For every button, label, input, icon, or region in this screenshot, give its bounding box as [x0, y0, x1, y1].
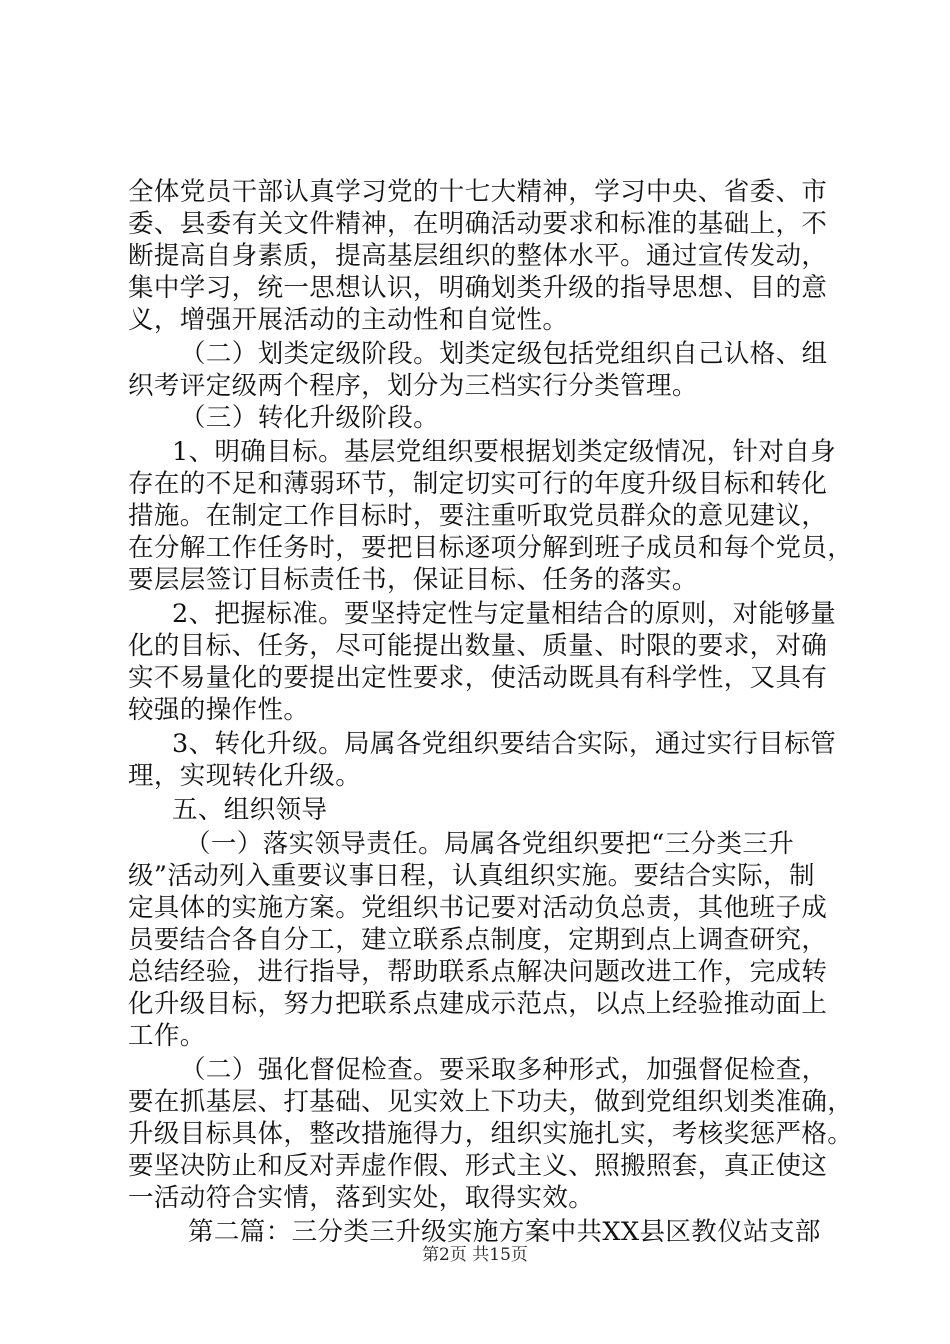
text-line: 要坚决防止和反对弄虚作假、形式主义、照搬照套，真正使这 [128, 1151, 828, 1181]
text-line: （一）落实领导责任。局属各党组织要把“三分类三升 [185, 829, 795, 859]
text-line: （三）转化升级阶段。 [180, 403, 440, 433]
text-line: 级”活动列入重要议事日程，认真组织实施。要结合实际，制 [128, 861, 815, 891]
text-line: 2、把握标准。要坚持定性与定量相结合的原则，对能够量 [172, 599, 837, 629]
text-line: 全体党员干部认真学习党的十七大精神，学习中央、省委、市 [128, 177, 828, 207]
text-line: 在分解工作任务时，要把目标逐项分解到班子成员和每个党员， [128, 533, 854, 563]
text-line: 一活动符合实情，落到实处，取得实效。 [128, 1183, 595, 1213]
text-line: （二）强化督促检查。要采取多种形式，加强督促检查， [180, 1055, 828, 1085]
text-line: 断提高自身素质，提高基层组织的整体水平。通过宣传发动， [128, 241, 828, 271]
text-line: 理，实现转化升级。 [128, 761, 362, 791]
text-line: 化的目标、任务，尽可能提出数量、质量、时限的要求，对确 [128, 631, 828, 661]
text-line: 织考评定级两个程序，划分为三档实行分类管理。 [128, 371, 698, 401]
text-line: 实不易量化的要提出定性要求，使活动既具有科学性，又具有 [128, 663, 828, 693]
text-line: 1、明确目标。基层党组织要根据划类定级情况，针对自身 [172, 437, 837, 467]
text-line: 集中学习，统一思想认识，明确划类升级的指导思想、目的意 [128, 273, 828, 303]
text-line: 定具体的实施方案。党组织书记要对活动负总责，其他班子成 [128, 893, 828, 923]
text-line: 3、转化升级。局属各党组织要结合实际，通过实行目标管 [172, 729, 837, 759]
text-line: 义，增强开展活动的主动性和自觉性。 [128, 305, 569, 335]
text-line: 化升级目标，努力把联系点建成示范点，以点上经验推动面上 [128, 989, 828, 1019]
text-line: 工作。 [128, 1021, 206, 1051]
next-section-title: 第二篇：三分类三升级实施方案中共XX县区教仪站支部 [188, 1217, 821, 1247]
text-line: 员要结合各自分工，建立联系点制度，定期到点上调查研究， [128, 925, 828, 955]
page-number: 第2页 共15页 [422, 1245, 528, 1265]
text-line: （二）划类定级阶段。划类定级包括党组织自己认格、组 [180, 339, 828, 369]
text-line: 总结经验，进行指导，帮助联系点解决问题改进工作，完成转 [128, 957, 828, 987]
text-line: 措施。在制定工作目标时，要注重听取党员群众的意见建议， [128, 501, 828, 531]
text-line: 委、县委有关文件精神，在明确活动要求和标准的基础上，不 [128, 209, 828, 239]
text-line: 较强的操作性。 [128, 695, 310, 725]
text-line: 升级目标具体，整改措施得力，组织实施扎实，考核奖惩严格。 [128, 1119, 854, 1149]
text-line: 要在抓基层、打基础、见实效上下功夫，做到党组织划类准确， [128, 1087, 854, 1117]
text-line: 存在的不足和薄弱环节，制定切实可行的年度升级目标和转化 [128, 469, 828, 499]
section-heading: 五、组织领导 [172, 795, 328, 825]
text-line: 要层层签订目标责任书，保证目标、任务的落实。 [128, 565, 698, 595]
